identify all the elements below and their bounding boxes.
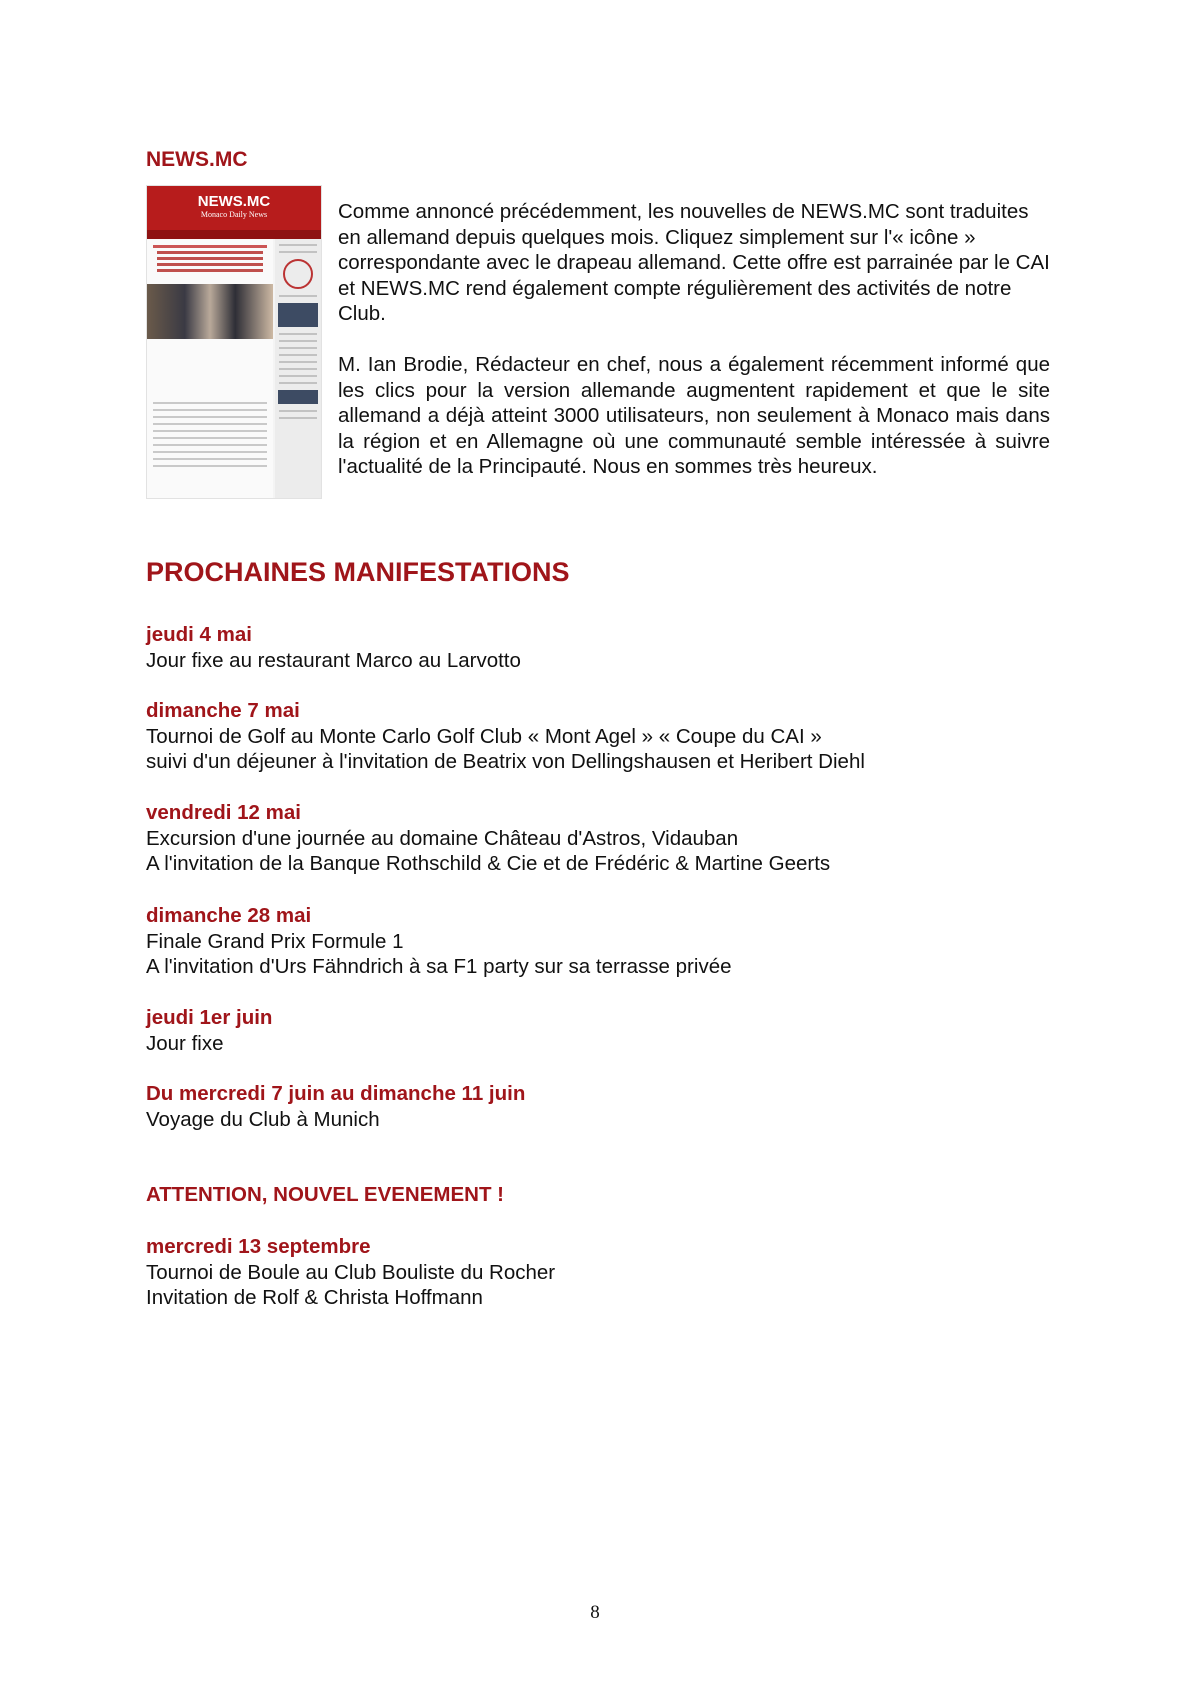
- new-event-item: [146, 1234, 555, 1311]
- event-date: jeudi 4 mai: [146, 623, 252, 646]
- event-line: Tournoi de Golf au Monte Carlo Golf Club « Mont Agel » « Coupe du CAI »: [146, 724, 822, 748]
- event-item: [146, 1081, 525, 1132]
- attention-heading: ATTENTION, NOUVEL EVENEMENT !: [146, 1183, 505, 1206]
- event-line: Excursion d'une journée au domaine Château d'Astros, Vidauban: [146, 826, 739, 850]
- event-date: vendredi 12 mai: [146, 801, 301, 824]
- news-paragraph-2: M. Ian Brodie, Rédacteur en chef, nous a également récemment informé que les clics pour la version allemande augmentent rapidement et que le site allemand a déjà atteint 3000 utilisateurs, non seulement à Monaco mais dans la région et en Allemagne où une communauté semble intéressée à suivre l'actualité de la Principauté. Nous en sommes très heureux.: [338, 353, 1050, 478]
- event-date: dimanche 7 mai: [146, 699, 300, 722]
- news-section-title: NEWS.MC: [146, 148, 248, 171]
- event-line: Jour fixe au restaurant Marco au Larvotto: [146, 648, 521, 672]
- thumb-logo: NEWS.MC: [197, 193, 271, 210]
- thumb-sidebar: [275, 239, 321, 498]
- thumb-banner: [147, 186, 321, 230]
- thumb-nav-bar: [147, 230, 321, 239]
- event-item: [146, 698, 865, 775]
- newsmc-screenshot-image: [146, 185, 322, 499]
- event-item: [146, 800, 830, 877]
- news-paragraph-1: Comme annoncé précédemment, les nouvelles de NEWS.MC sont traduites en allemand depuis quelques mois. Cliquez simplement sur l'« icône » correspondante avec le drapeau allemand. Cette offre est parrainée par le CAI et NEWS.MC rend également compte régulièrement des activités de notre Club.: [338, 200, 1050, 325]
- thumb-headline: [153, 245, 267, 284]
- event-item: [146, 903, 732, 980]
- event-line: A l'invitation d'Urs Fähndrich à sa F1 party sur sa terrasse privée: [146, 955, 732, 978]
- events-heading: PROCHAINES MANIFESTATIONS: [146, 557, 570, 587]
- event-date: Du mercredi 7 juin au dimanche 11 juin: [146, 1082, 526, 1105]
- club-badge-icon: [283, 259, 313, 289]
- event-date: mercredi 13 septembre: [146, 1235, 371, 1258]
- event-line: suivi d'un déjeuner à l'invitation de Beatrix von Dellingshausen et Heribert Diehl: [146, 750, 865, 773]
- event-line: A l'invitation de la Banque Rothschild & Cie et de Frédéric & Martine Geerts: [146, 852, 831, 875]
- thumb-photo: [147, 284, 273, 339]
- event-line: Invitation de Rolf & Christa Hoffmann: [146, 1286, 483, 1309]
- event-date: dimanche 28 mai: [146, 904, 312, 927]
- event-line: Finale Grand Prix Formule 1: [146, 929, 404, 953]
- event-item: [146, 622, 521, 673]
- event-line: Jour fixe: [146, 1031, 224, 1055]
- event-date: jeudi 1er juin: [146, 1006, 273, 1029]
- page-number: 8: [590, 1602, 600, 1623]
- event-line: Tournoi de Boule au Club Bouliste du Rocher: [146, 1260, 556, 1284]
- event-line: Voyage du Club à Munich: [146, 1107, 380, 1131]
- event-item: [146, 1005, 272, 1056]
- thumb-subtitle: Monaco Daily News: [200, 210, 268, 219]
- thumb-article-text: [147, 397, 273, 498]
